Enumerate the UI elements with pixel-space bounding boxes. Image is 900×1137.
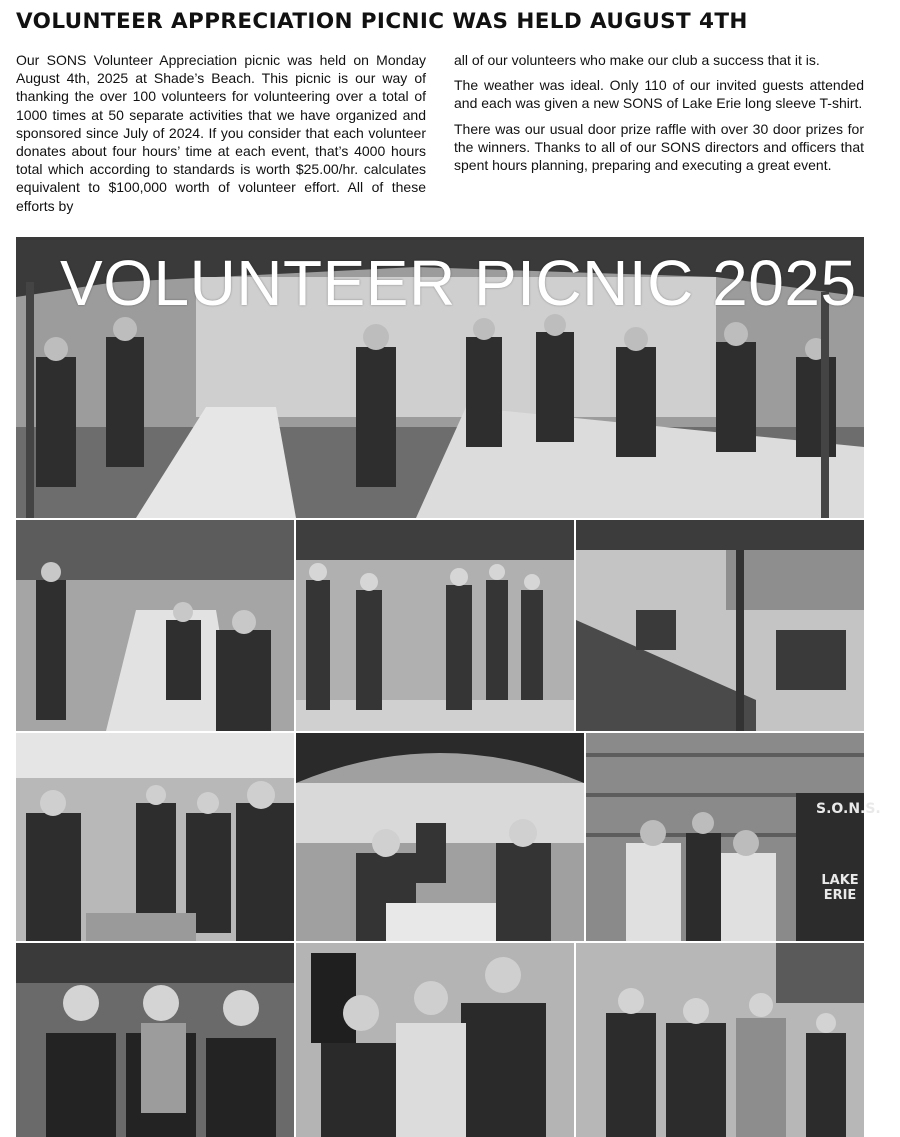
photo-group-three (296, 943, 574, 1137)
paragraph-weather: The weather was ideal. Only 110 of our invited guests attended and each was given a new SONS of Lake Erie long sleeve T-shirt. (454, 77, 864, 112)
photo-hall-group (576, 943, 864, 1137)
banner-title: VOLUNTEER PICNIC 2025 (60, 247, 857, 319)
photo-collage (16, 237, 881, 1137)
article-right-column (454, 51, 864, 181)
photo-serving-line (16, 733, 294, 941)
paragraph-door-prizes: There was our usual door prize raffle with over 30 door prizes for the winners. Thanks to all of our SONS directors and officers that spent hours planning, preparing and executing a great event. (454, 120, 864, 174)
article-headline: VOLUNTEER APPRECIATION PICNIC WAS HELD AUGUST 4TH (16, 9, 748, 34)
paragraph-continuation: all of our volunteers who make our club a success that it is. (454, 52, 820, 68)
photo-speech (586, 733, 881, 941)
photo-food-table (16, 520, 294, 731)
photo-food-line (296, 520, 574, 731)
photo-dining-tables (296, 733, 584, 941)
photo-parking-lot (576, 520, 864, 731)
shirt-text-sons: S.O.N.S. (816, 801, 881, 817)
photo-pavilion-banner (16, 237, 864, 518)
photo-prize-winner (16, 943, 294, 1137)
article-left-column (16, 51, 426, 222)
paragraph-intro: Our SONS Volunteer Appreciation picnic was held on Monday August 4th, 2025 at Shade’s Beach. This picnic is our way of thanking the over 100 volunteers for volunteering over a total of 1000 times at 50 separate activities that we have organized and sponsored since July of 2024. If you consider that each volunteer donates about four hours’ time at each event, that’s 4000 hours total which according to standards is worth $25.00/hr. calculates equivalent to $100,000 worth of volunteer effort. All of these efforts by (16, 52, 426, 214)
shirt-text-lake-erie: LAKE ERIE (821, 873, 859, 903)
